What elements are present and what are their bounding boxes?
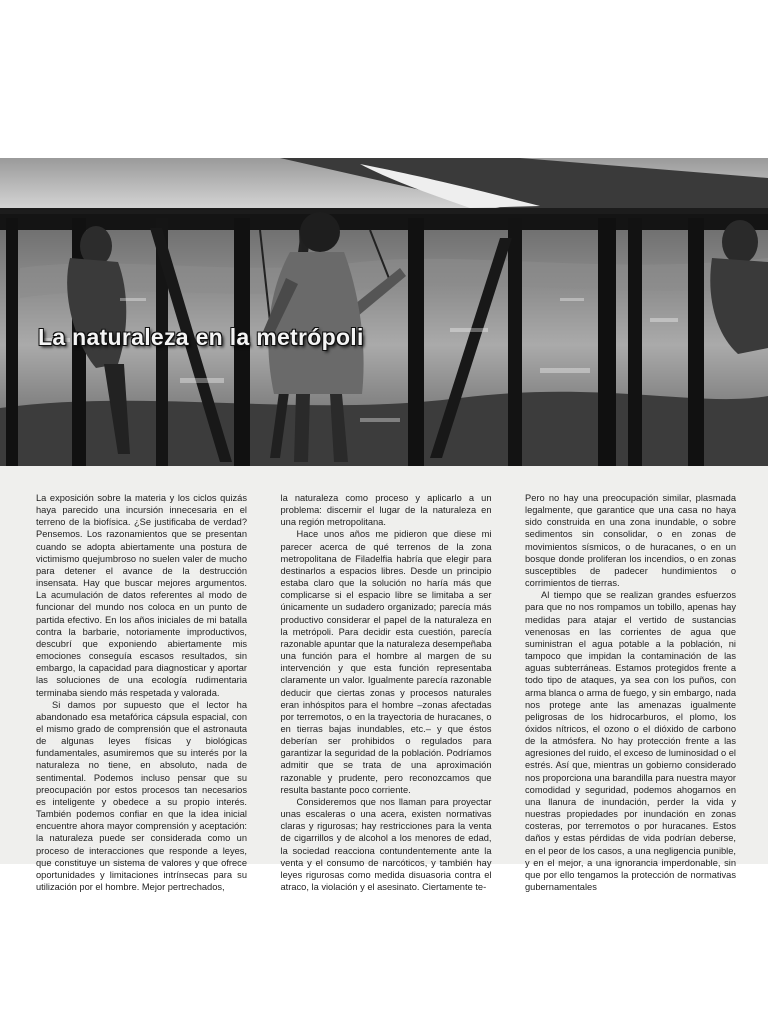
paragraph: Pero no hay una preocupación similar, plasmada legalmente, que garantice que una casa no haya sido construida en una zona inundable, o sobre sedimentos sin consolidar, o en zonas de movimientos sísmicos, o de huracanes, o en un bosque donde proliferan los incendios, o en zonas susceptibles de padecer hundimientos o corrimientos de tierras.	[525, 493, 736, 589]
paragraph: La exposición sobre la materia y los ciclos quizás haya parecido una incursión innecesaria en el terreno de la biofísica. ¿Se justificaba de verdad? Pensemos. Los razonamientos que se presentan cuando se adopta abiertamente una postura de victimismo quejumbroso no suelen valer de mucho para detener el avance de la destrucción insensata. Hay que buscar mejores argumentos. La acumulación de datos referentes al modo de funcionar del mundo nos coloca en un punto de partida efectivo. En los años iniciales de mi batalla contra la barbarie, notoriamente improductivos, descubrí que exponiendo abiertamente mis emociones conseguía escasos resultados, sin embargo, la capacidad para diagnosticar y aportar las soluciones de una ecología rudimentaria terminaba siendo más respetada y valorada.	[36, 493, 247, 698]
playground-photo	[0, 158, 768, 466]
text-column-3	[525, 492, 736, 892]
magazine-page	[0, 158, 768, 892]
paragraph: Si damos por supuesto que el lector ha abandonado esa metafórica cápsula espacial, con el mismo grado de comprensión que el astronauta de algunas leyes físicas y biológicas fundamentales, asumiremos que su interés por la naturaleza no tiene, en absoluto, nada de sentimental. Podemos incluso pensar que su preocupación por estos procesos tan necesarios es inteligente y obedece a su propio interés. También podemos confiar en que la idea inicial encuentre ahora mayor comprensión y aceptación: la naturaleza puede ser considerada como un proceso de interacciones que responde a leyes, que constituye un sistema de valores y que ofrece oportunidades y limitaciones intrínsecas para su utilización por el hombre. Mejor pertrechados,	[36, 699, 247, 892]
paragraph: Al tiempo que se realizan grandes esfuerzos para que no nos rompamos un tobillo, apenas hay medidas para atajar el vertido de sustancias venenosas en las corrientes de agua que suministran el agua potable a la población, ni tampoco que impidan la contaminación de las aguas subterráneas. Estamos protegidos frente a todo tipo de ataques, ya sea con los puños, con arma blanca o arma de fuego, y sin embargo, nada nos protege ante las amenazas igualmente peligrosas de los hidrocarburos, el plomo, los óxidos nítricos, el ozono o el dióxido de carbono de la atmósfera. No hay protección frente a las agresiones del ruido, el exceso de luminosidad o el estrés. Así que, mientras un gobierno considerado nos proporciona una barandilla para nuestra mayor comodidad y seguridad, podemos ahogarnos en una llanura de inundación, perder la vida y nuestras propiedades por inundación en zonas costeras, por terremotos o por huracanes. Estos daños y estas pérdidas de vida podrían deberse, en el peor de los casos, a una negligencia punible, y en el mejor, a una ignorancia imperdonable, sin que por ello tengamos la protección de normativas gubernamentales	[525, 590, 736, 892]
article-title: La naturaleza en la metrópoli	[38, 324, 364, 350]
article-body	[36, 492, 736, 892]
paragraph: la naturaleza como proceso y aplicarlo a un problema: discernir el lugar de la naturaleza en una región metropolitana.	[280, 493, 492, 528]
paragraph: Hace unos años me pidieron que diese mi parecer acerca de qué terrenos de la zona metropolitana de Filadelfia habría que elegir para destinarlos a espacios libres. Desde un principio estaba claro que la solución no haría más que complicarse si el espacio libre se limitaba a ser únicamente un sudadero organizado; parecía más productivo considerar el papel de la naturaleza en la metrópoli. Para decidir esta cuestión, parecía razonable apuntar que la naturaleza desempeñaba una función para el hombre al margen de su intervención y que esta función representaba claramente un valor. Igualmente parecía razonable deducir que ciertas zonas y procesos naturales eran inhóspitos para el hombre –zonas afectadas por terremotos, o en la trayectoria de huracanes, o en tierras bajas inundables, etc.– y que éstos deberían ser prohibidos o regulados para garantizar la seguridad de la población. Podríamos admitir que se trata de una aproximación razonable y prudente, pero reconozcamos que resulta bastante poco corriente.	[280, 529, 492, 795]
text-column-1	[36, 492, 247, 892]
text-column-2	[280, 492, 492, 892]
paragraph: Consideremos que nos llaman para proyectar unas escaleras o una acera, existen normativas claras y rigurosas; hay restricciones para la venta de cigarrillos y de alcohol a los menores de edad, la sociedad reacciona contundentemente ante la venta y el consumo de narcóticos, y también hay leyes rigurosas como medida disuasoria contra el atraco, la violación y el asesinato. Ciertamente te-	[280, 796, 492, 892]
photo-illustration	[0, 158, 768, 466]
